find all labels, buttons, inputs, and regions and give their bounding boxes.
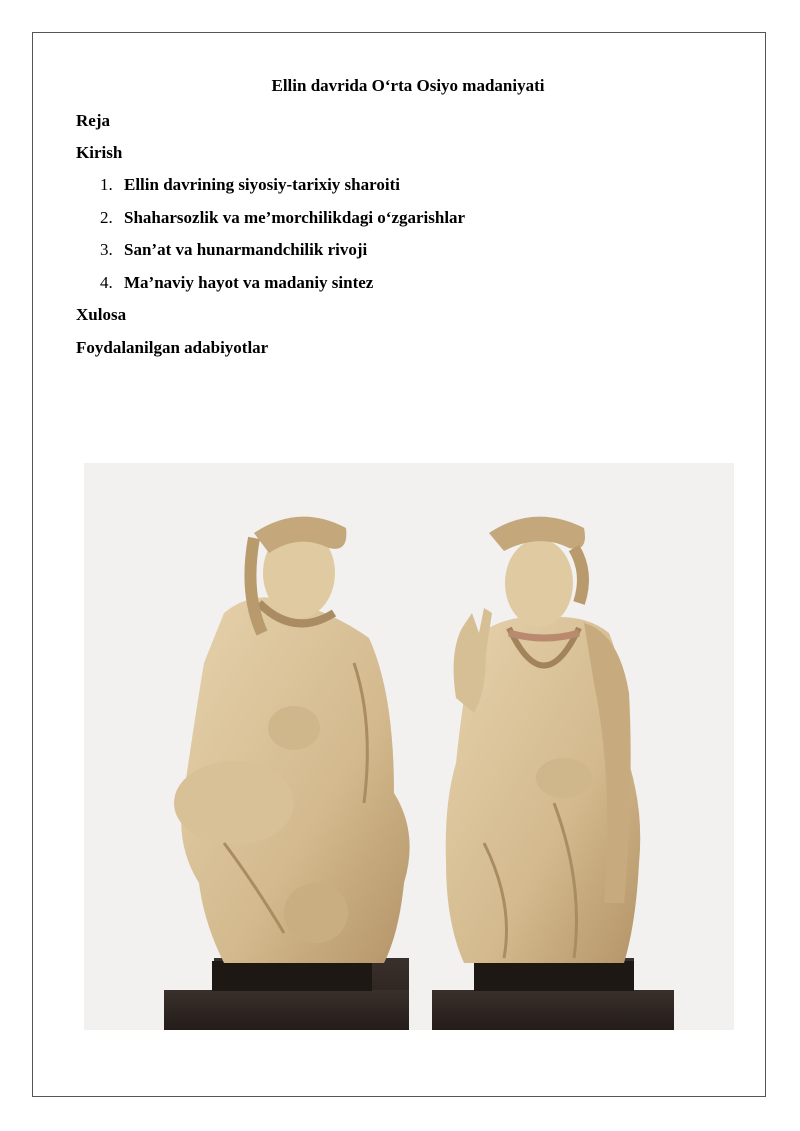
document-title: Ellin davrida O‘rta Osiyo madaniyati [271,76,545,95]
plan-heading: Reja [76,111,110,130]
plan-item: 2. Shaharsozlik va me’morchilikdagi o‘zgarishlar [100,207,466,227]
plan-item: 1. Ellin davrining siyosiy-tarixiy sharoiti [100,175,400,194]
plan-list [100,174,465,304]
intro-heading: Kirish [76,143,123,162]
right-statue [432,517,674,1030]
references-heading: Foydalanilgan adabiyotlar [76,338,269,357]
plan-item: 3. San’at va hunarmandchilik rivoji [100,240,368,259]
plan-item: 4. Ma’naviy hayot va madaniy sintez [100,272,374,292]
conclusion-heading: Xulosa [76,305,127,324]
left-statue [164,517,410,1030]
statues-photo [84,463,734,1030]
